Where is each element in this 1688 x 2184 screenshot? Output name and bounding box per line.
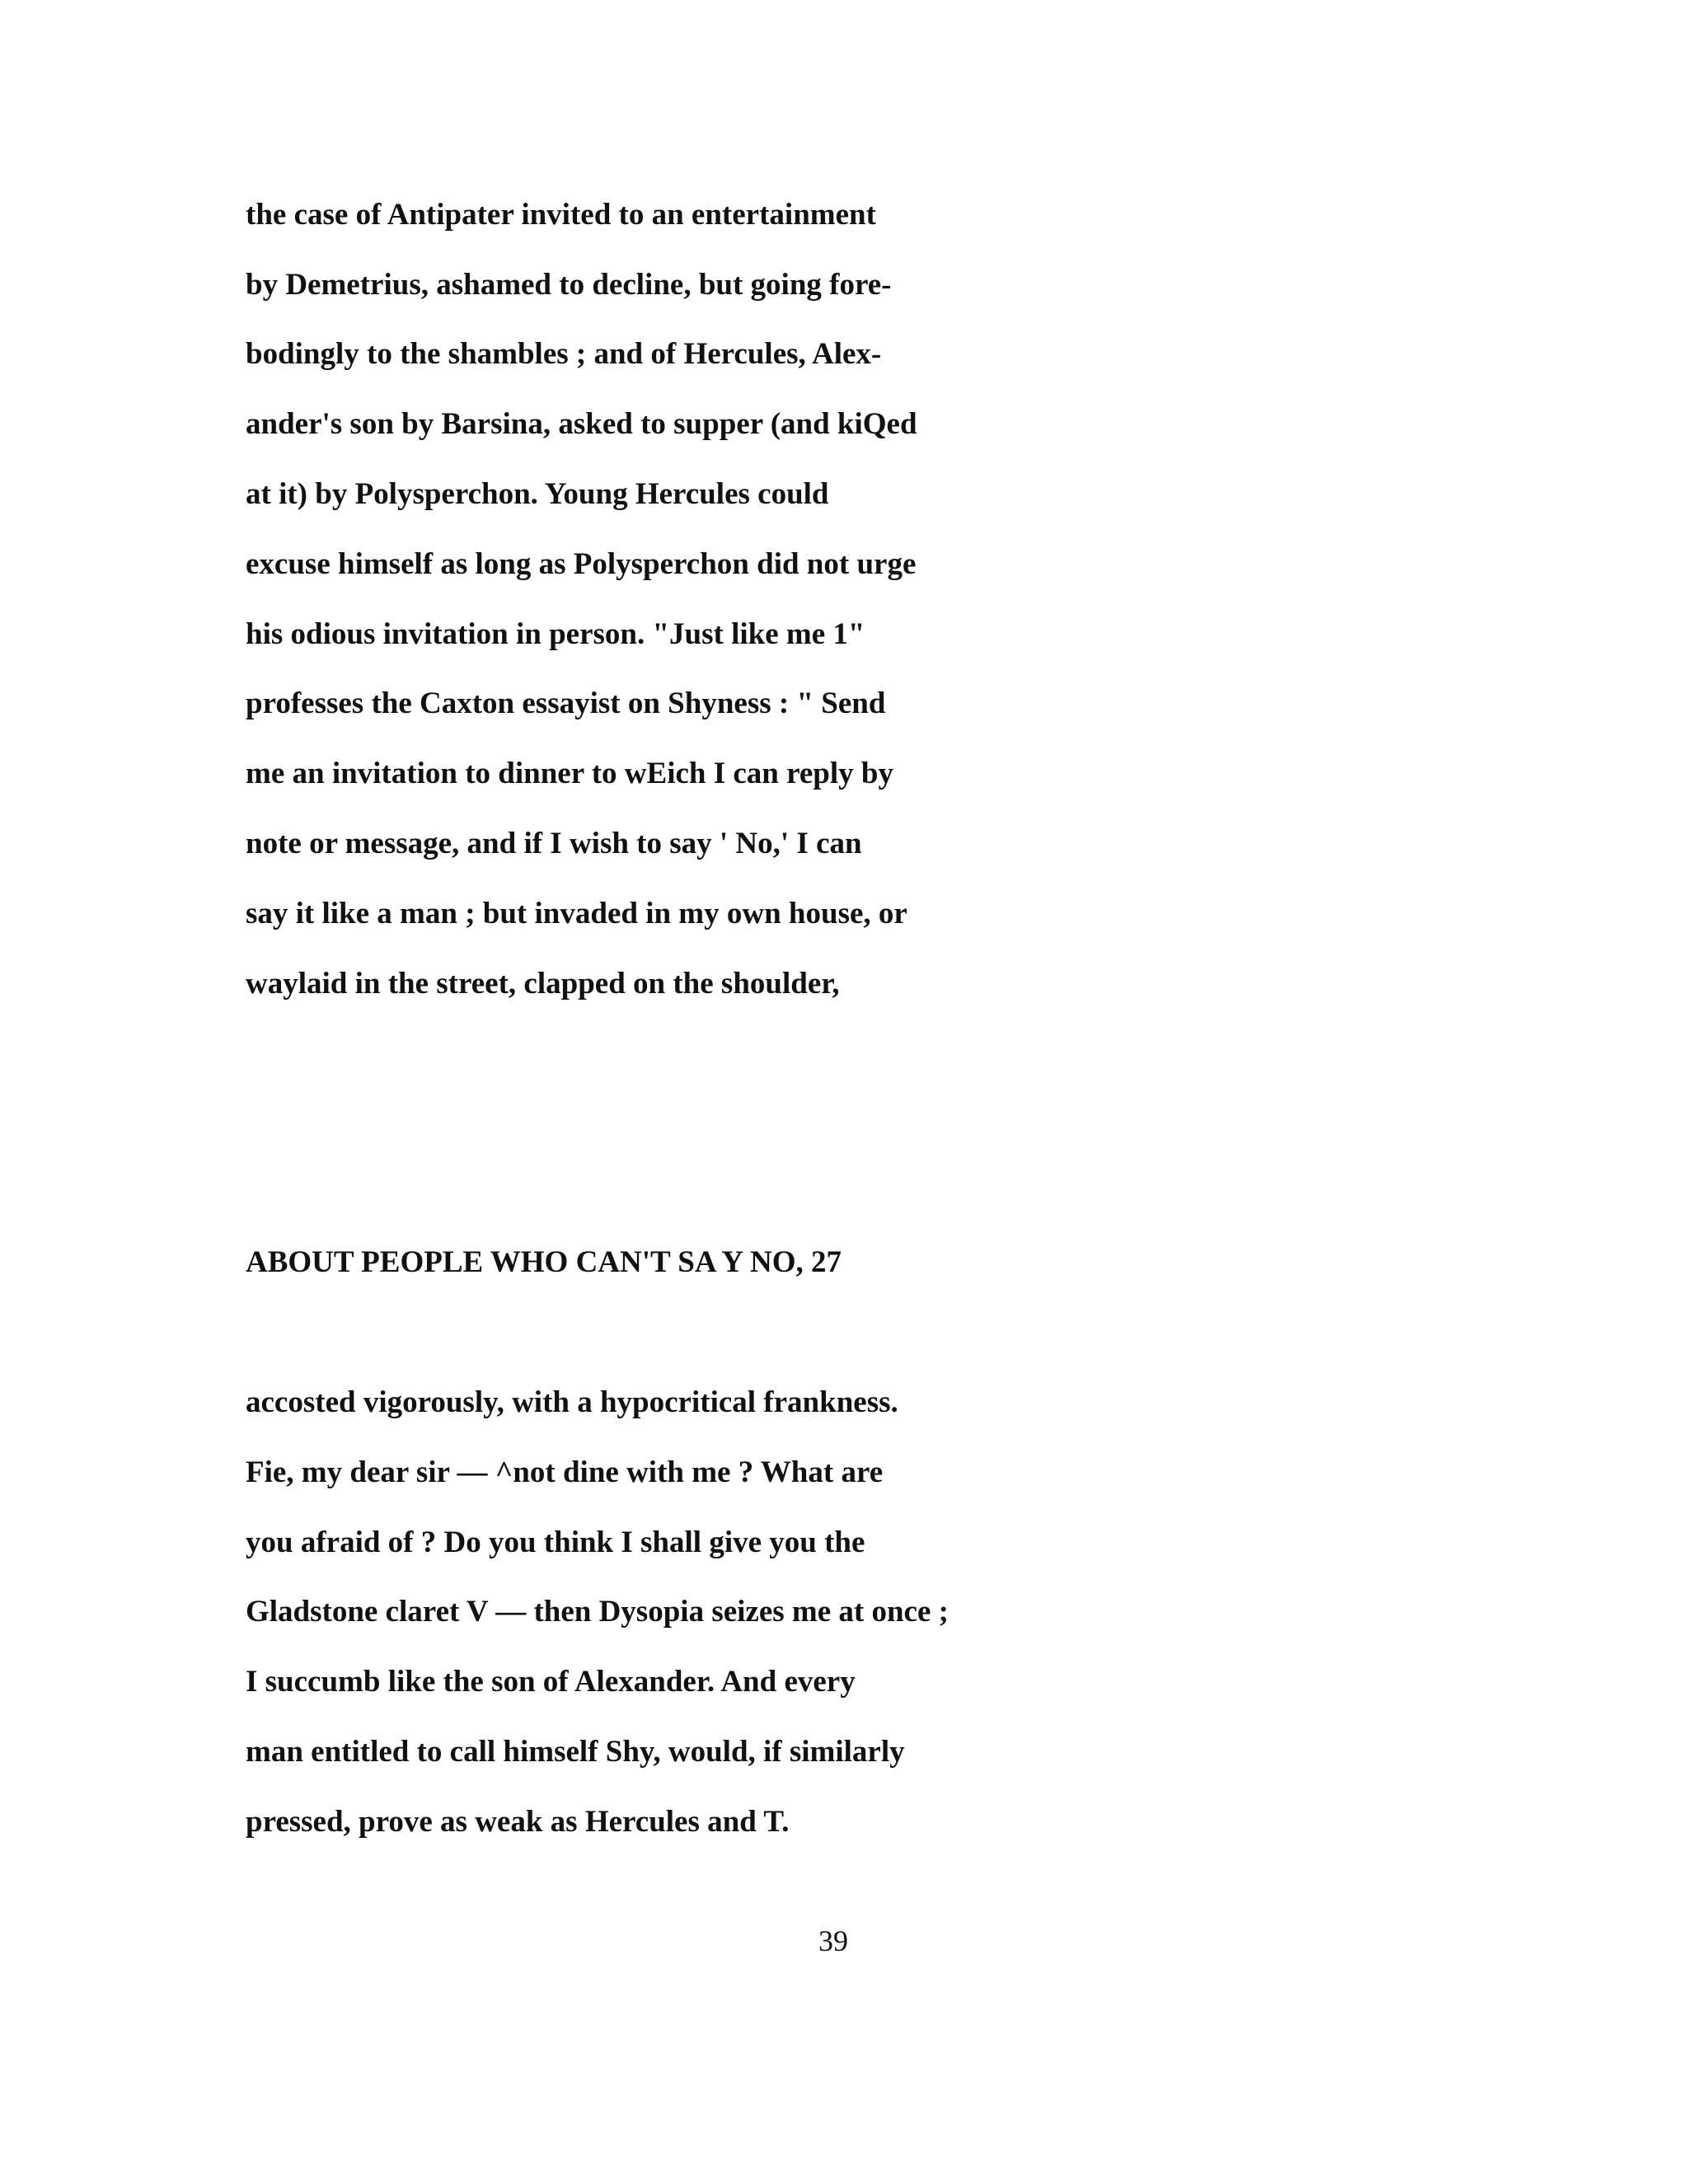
text-line: by Demetrius, ashamed to decline, but going fore-	[246, 268, 892, 302]
running-header: ABOUT PEOPLE WHO CAN'T SA Y NO, 27	[246, 1245, 842, 1279]
text-line: ander's son by Barsina, asked to supper (and kiQed	[246, 407, 917, 441]
text-line: man entitled to call himself Shy, would, if similarly	[246, 1735, 905, 1769]
text-line: the case of Antipater invited to an entertainment	[246, 198, 876, 232]
text-line: me an invitation to dinner to wEich I can reply by	[246, 757, 893, 790]
text-line: excuse himself as long as Polysperchon did not urge	[246, 547, 917, 581]
text-line: pressed, prove as weak as Hercules and T.	[246, 1805, 790, 1839]
text-line: Fie, my dear sir — ^not dine with me ? What are	[246, 1455, 884, 1489]
text-line: say it like a man ; but invaded in my own house, or	[246, 897, 907, 930]
text-line: at it) by Polysperchon. Young Hercules could	[246, 477, 829, 511]
text-line: I succumb like the son of Alexander. And every	[246, 1665, 856, 1699]
text-line: accosted vigorously, with a hypocritical frankness.	[246, 1385, 898, 1419]
text-line: waylaid in the street, clapped on the shoulder,	[246, 967, 840, 1001]
text-line: bodingly to the shambles ; and of Hercules, Alex-	[246, 337, 882, 371]
text-line: his odious invitation in person. "Just like me 1"	[246, 617, 865, 651]
text-line: Gladstone claret V — then Dysopia seizes me at once ;	[246, 1595, 949, 1629]
text-line: you afraid of ? Do you think I shall give you the	[246, 1526, 865, 1559]
page-number: 39	[818, 1924, 848, 1957]
text-line: note or message, and if I wish to say ' No,' I can	[246, 827, 862, 860]
text-line: professes the Caxton essayist on Shyness : " Send	[246, 687, 886, 720]
